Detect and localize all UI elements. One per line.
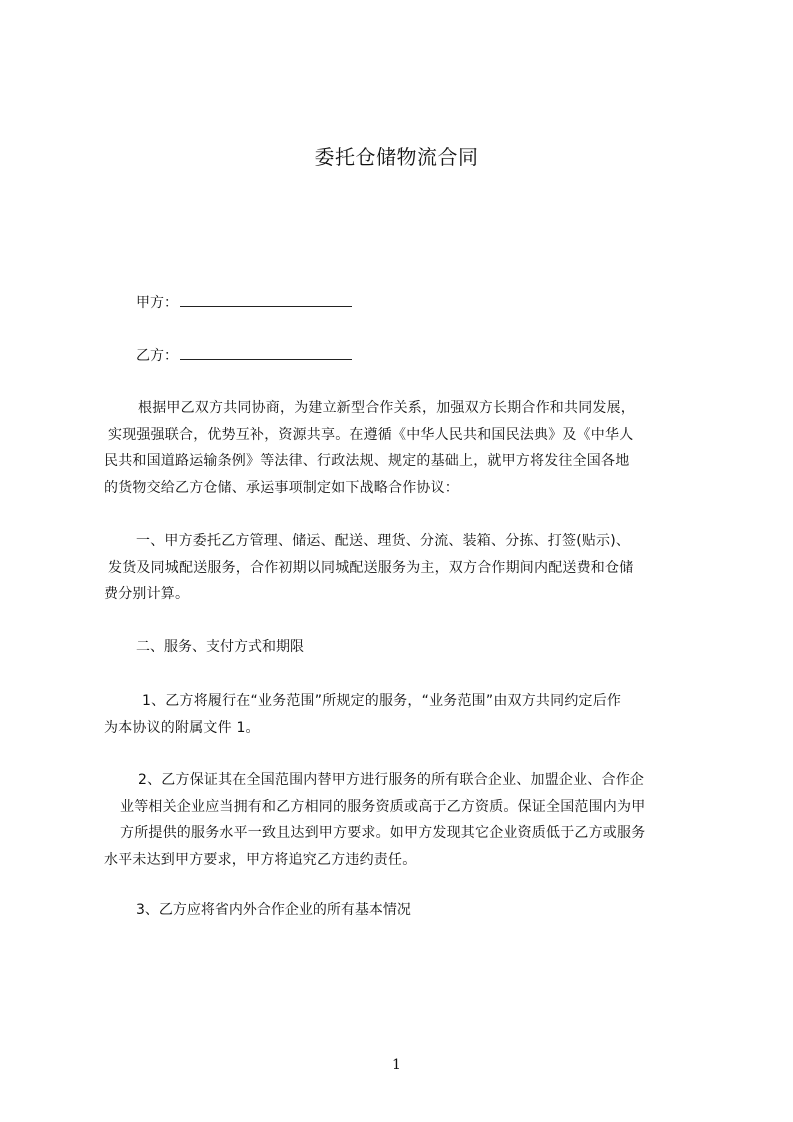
party-b-label: 乙方： xyxy=(136,348,178,364)
item-2-line-3: 方所提供的服务水平一致且达到甲方要求。如甲方发现其它企业资质低于乙方或服务 xyxy=(120,825,646,841)
item-2-line-1: 2、乙方保证其在全国范围内替甲方进行服务的所有联合企业、加盟企业、合作企 xyxy=(138,772,645,788)
party-a-line xyxy=(136,291,352,313)
clause-one-line-3: 费分别计算。 xyxy=(104,586,190,602)
clause-one-line-2: 发货及同城配送服务，合作初期以同城配送服务为主，双方合作期间内配送费和仓储 xyxy=(108,559,634,576)
intro-line-2: 实现强强联合，优势互补，资源共享。在遵循《中华人民共和国民法典》及《中华人 xyxy=(108,426,634,443)
item-1-line-2: 为本协议的附属文件 1。 xyxy=(104,719,260,736)
intro-line-1: 根据甲乙双方共同协商，为建立新型合作关系，加强双方长期合作和共同发展， xyxy=(138,400,635,416)
party-b-line xyxy=(136,344,352,366)
clause-one-paragraph xyxy=(104,528,700,608)
party-a-blank xyxy=(180,291,352,307)
clause-one-line-1: 一、甲方委托乙方管理、储运、配送、理货、分流、装箱、分拣、打签(贴示)、 xyxy=(136,533,631,549)
party-b-blank xyxy=(180,344,352,360)
page-number: 1 xyxy=(392,1057,401,1073)
item-3-text: 3、乙方应将省内外合作企业的所有基本情况 xyxy=(136,902,411,918)
clause-two-heading: 二、服务、支付方式和期限 xyxy=(136,639,304,655)
item-2-paragraph xyxy=(104,767,700,873)
party-a-label: 甲方： xyxy=(136,295,178,311)
intro-paragraph xyxy=(104,395,700,501)
page-title: 委托仓储物流合同 xyxy=(314,145,479,169)
item-2-line-4: 水平未达到甲方要求，甲方将追究乙方违约责任。 xyxy=(104,851,417,868)
intro-line-3: 民共和国道路运输条例》等法律、行政法规、规定的基础上，就甲方将发往全国各地 xyxy=(104,453,630,469)
item-1-paragraph xyxy=(104,688,700,741)
intro-line-4: 的货物交给乙方仓储、承运事项制定如下战略合作协议： xyxy=(104,479,459,496)
item-2-line-2: 业等相关企业应当拥有和乙方相同的服务资质或高于乙方资质。保证全国范围内为甲 xyxy=(120,798,646,815)
item-1-line-1: 1、乙方将履行在“业务范围”所规定的服务，“业务范围”由双方共同约定后作 xyxy=(142,693,622,709)
